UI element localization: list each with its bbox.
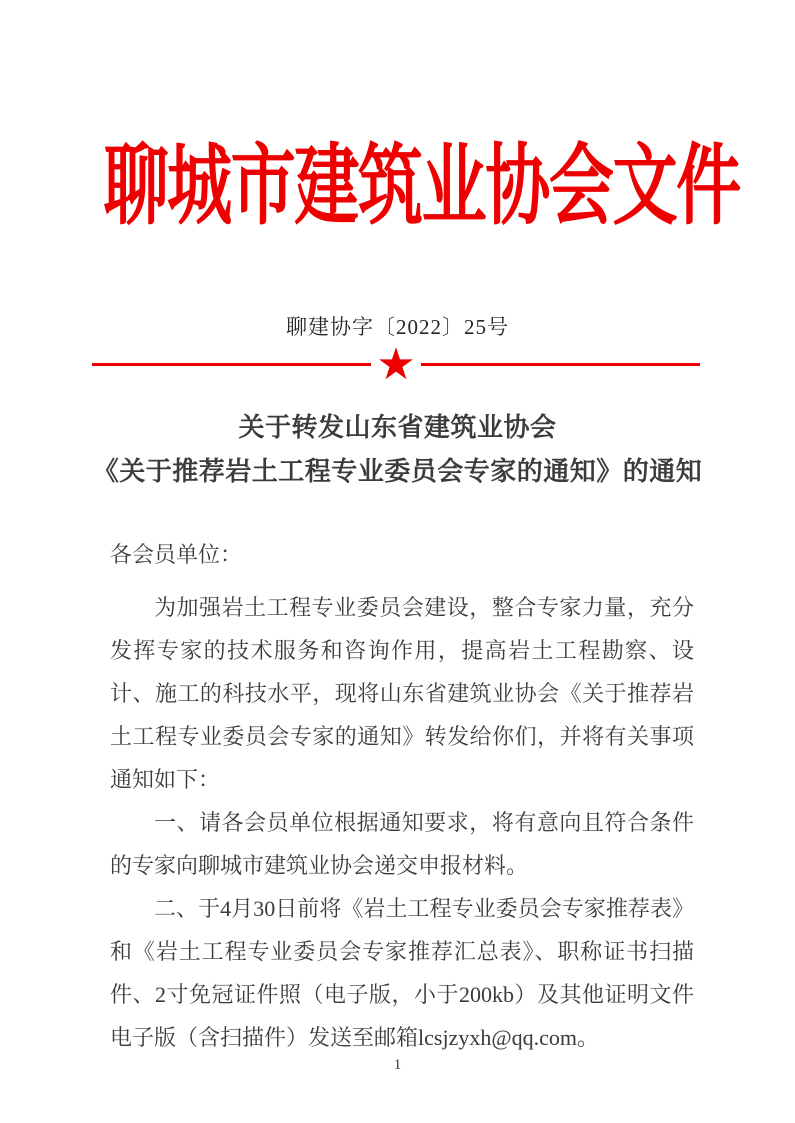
red-divider	[92, 339, 700, 390]
document-title-line-1: 关于转发山东省建筑业协会	[238, 413, 557, 442]
document-title-line-2: 《关于推荐岩土工程专业委员会专家的通知》的通知	[92, 457, 703, 486]
divider-line-left	[92, 363, 371, 366]
paragraph-background: 为加强岩土工程专业委员会建设，整合专家力量，充分发挥专家的技术服务和咨询作用，提高岩土工程勘察、设计、施工的科技水平，现将山东省建筑业协会《关于推荐岩土工程专业委员会专家的通知》转发给你们，并将有关事项通知如下：	[110, 595, 694, 792]
document-title	[0, 406, 795, 494]
paragraph-item-1: 一、请各会员单位根据通知要求，将有意向且符合条件的专家向聊城市建筑业协会递交申报材料。	[110, 810, 694, 878]
paragraph-item-2: 二、于4月30日前将《岩土工程专业委员会专家推荐表》和《岩土工程专业委员会专家推荐汇总表》、职称证书扫描件、2寸免冠证件照（电子版，小于200kb）及其他证明文件电子版（含扫描件）发送至邮箱lcsjzyxh@qq.com。	[110, 896, 694, 1050]
document-body	[110, 533, 694, 1059]
org-masthead-title: 聊城市建筑业协会文件	[103, 139, 740, 236]
red-star-icon: ★	[376, 339, 416, 390]
doc-number: 聊建协字〔2022〕25号	[286, 315, 509, 339]
salutation: 各会员单位：	[110, 542, 243, 567]
divider-line-right	[421, 363, 700, 366]
page-number: 1	[393, 1057, 402, 1073]
